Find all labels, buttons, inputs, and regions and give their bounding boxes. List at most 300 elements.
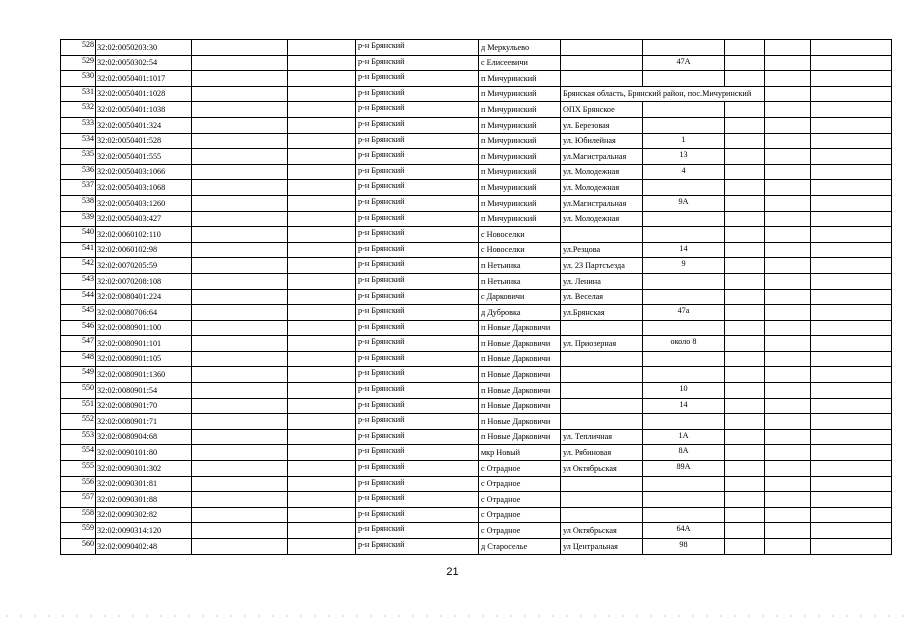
empty-cell — [192, 336, 288, 352]
empty-cell — [192, 523, 288, 539]
cadastral-number-cell: 32:02:0080901:54 — [96, 383, 192, 399]
empty-cell — [811, 273, 892, 289]
cadastral-number-cell: 32:02:0050403:1260 — [96, 195, 192, 211]
table-row — [61, 117, 892, 133]
cadastral-number-cell: 32:02:0080904:68 — [96, 429, 192, 445]
table-row — [61, 461, 892, 477]
table-row — [61, 149, 892, 165]
cadastral-number-cell: 32:02:0090101:80 — [96, 445, 192, 461]
empty-cell — [765, 195, 811, 211]
district-cell: р-н Брянский — [356, 336, 479, 352]
empty-cell — [725, 476, 765, 492]
empty-cell — [725, 398, 765, 414]
row-number-cell: 548 — [61, 351, 96, 367]
empty-cell — [288, 86, 356, 102]
locality-cell: п Мичуринский — [479, 102, 561, 118]
empty-cell — [811, 351, 892, 367]
street-cell: ул.Брянская — [561, 305, 643, 321]
district-cell: р-н Брянский — [356, 476, 479, 492]
street-cell — [561, 383, 643, 399]
district-cell: р-н Брянский — [356, 523, 479, 539]
table-row — [61, 258, 892, 274]
house-number-cell: 47А — [643, 55, 725, 71]
cadastral-number-cell: 32:02:0090314:120 — [96, 523, 192, 539]
empty-cell — [288, 117, 356, 133]
house-number-cell: 4 — [643, 164, 725, 180]
cadastral-number-cell: 32:02:0080901:101 — [96, 336, 192, 352]
locality-cell: с Отрадное — [479, 492, 561, 508]
empty-cell — [765, 133, 811, 149]
house-number-cell — [643, 367, 725, 383]
district-cell: р-н Брянский — [356, 539, 479, 555]
district-cell: р-н Брянский — [356, 258, 479, 274]
empty-cell — [288, 367, 356, 383]
row-number-cell: 553 — [61, 429, 96, 445]
table-row — [61, 289, 892, 305]
cadastral-number-cell: 32:02:0080901:70 — [96, 398, 192, 414]
empty-cell — [192, 164, 288, 180]
empty-cell — [811, 414, 892, 430]
row-number-cell: 536 — [61, 164, 96, 180]
cadastral-number-cell: 32:02:0090302:82 — [96, 507, 192, 523]
empty-cell — [192, 351, 288, 367]
district-cell: р-н Брянский — [356, 40, 479, 56]
house-number-cell: 1 — [643, 133, 725, 149]
table-row — [61, 86, 892, 102]
empty-cell — [811, 227, 892, 243]
house-number-cell: 9 — [643, 258, 725, 274]
table-row — [61, 133, 892, 149]
house-number-cell: 64А — [643, 523, 725, 539]
registry-table-container — [60, 39, 892, 555]
row-number-cell: 554 — [61, 445, 96, 461]
street-cell: ул Октябрьская — [561, 461, 643, 477]
locality-cell: с Елисеевичи — [479, 55, 561, 71]
empty-cell — [765, 149, 811, 165]
locality-cell: д Меркульево — [479, 40, 561, 56]
row-number-cell: 540 — [61, 227, 96, 243]
empty-cell — [288, 351, 356, 367]
empty-cell — [288, 336, 356, 352]
empty-cell — [192, 55, 288, 71]
district-cell: р-н Брянский — [356, 492, 479, 508]
empty-cell — [725, 507, 765, 523]
row-number-cell: 530 — [61, 71, 96, 87]
table-row — [61, 320, 892, 336]
table-row — [61, 227, 892, 243]
empty-cell — [288, 383, 356, 399]
locality-cell: п Мичуринский — [479, 180, 561, 196]
street-cell: ул Октябрьская — [561, 523, 643, 539]
empty-cell — [288, 164, 356, 180]
street-cell: ОПХ Брянское — [561, 102, 643, 118]
empty-cell — [811, 102, 892, 118]
empty-cell — [725, 71, 765, 87]
street-cell: ул.Магистральная — [561, 149, 643, 165]
street-cell: ул. Ленина — [561, 273, 643, 289]
scan-noise — [0, 612, 905, 620]
table-body — [61, 40, 892, 555]
empty-cell — [765, 492, 811, 508]
district-cell: р-н Брянский — [356, 289, 479, 305]
house-number-cell: 98 — [643, 539, 725, 555]
cadastral-number-cell: 32:02:0090301:88 — [96, 492, 192, 508]
row-number-cell: 550 — [61, 383, 96, 399]
empty-cell — [811, 71, 892, 87]
empty-cell — [192, 507, 288, 523]
locality-cell: п Мичуринский — [479, 117, 561, 133]
empty-cell — [288, 445, 356, 461]
street-cell: ул. Молодежная — [561, 164, 643, 180]
house-number-cell — [643, 102, 725, 118]
table-row — [61, 273, 892, 289]
page-number: 21 — [446, 566, 459, 578]
row-number-cell: 558 — [61, 507, 96, 523]
empty-cell — [288, 492, 356, 508]
empty-cell — [765, 320, 811, 336]
empty-cell — [765, 102, 811, 118]
empty-cell — [765, 40, 811, 56]
cadastral-number-cell: 32:02:0080901:105 — [96, 351, 192, 367]
row-number-cell: 531 — [61, 86, 96, 102]
empty-cell — [725, 180, 765, 196]
empty-cell — [811, 195, 892, 211]
row-number-cell: 534 — [61, 133, 96, 149]
table-row — [61, 305, 892, 321]
empty-cell — [765, 461, 811, 477]
locality-cell: п Нетьинка — [479, 258, 561, 274]
cadastral-number-cell: 32:02:0050302:54 — [96, 55, 192, 71]
empty-cell — [192, 149, 288, 165]
table-row — [61, 523, 892, 539]
locality-cell: мкр Новый — [479, 445, 561, 461]
street-cell: ул. Рябиновая — [561, 445, 643, 461]
cadastral-number-cell: 32:02:0080901:100 — [96, 320, 192, 336]
empty-cell — [288, 305, 356, 321]
empty-cell — [725, 227, 765, 243]
table-row — [61, 445, 892, 461]
empty-cell — [192, 367, 288, 383]
cadastral-number-cell: 32:02:0080401:224 — [96, 289, 192, 305]
empty-cell — [192, 117, 288, 133]
street-cell: ул. Тепличная — [561, 429, 643, 445]
empty-cell — [192, 102, 288, 118]
empty-cell — [811, 211, 892, 227]
table-row — [61, 195, 892, 211]
empty-cell — [725, 336, 765, 352]
locality-cell: с Отрадное — [479, 523, 561, 539]
empty-cell — [192, 227, 288, 243]
empty-cell — [288, 289, 356, 305]
district-cell: р-н Брянский — [356, 320, 479, 336]
table-row — [61, 429, 892, 445]
street-cell — [561, 40, 643, 56]
locality-cell: п Новые Дарковичи — [479, 429, 561, 445]
row-number-cell: 555 — [61, 461, 96, 477]
empty-cell — [192, 461, 288, 477]
empty-cell — [765, 86, 811, 102]
table-row — [61, 476, 892, 492]
table-row — [61, 102, 892, 118]
empty-cell — [288, 227, 356, 243]
empty-cell — [725, 539, 765, 555]
empty-cell — [765, 71, 811, 87]
empty-cell — [811, 398, 892, 414]
table-row — [61, 40, 892, 56]
house-number-cell: 8А — [643, 445, 725, 461]
cadastral-number-cell: 32:02:0050401:1017 — [96, 71, 192, 87]
locality-cell: с Отрадное — [479, 461, 561, 477]
locality-cell: п Мичуринский — [479, 164, 561, 180]
locality-cell: с Новоселки — [479, 227, 561, 243]
row-number-cell: 557 — [61, 492, 96, 508]
district-cell: р-н Брянский — [356, 86, 479, 102]
empty-cell — [811, 117, 892, 133]
cadastral-number-cell: 32:02:0050401:555 — [96, 149, 192, 165]
empty-cell — [725, 273, 765, 289]
street-cell — [561, 367, 643, 383]
district-cell: р-н Брянский — [356, 367, 479, 383]
empty-cell — [811, 289, 892, 305]
cadastral-number-cell: 32:02:0050403:1066 — [96, 164, 192, 180]
empty-cell — [811, 305, 892, 321]
street-cell: ул. Юбилейная — [561, 133, 643, 149]
empty-cell — [765, 351, 811, 367]
house-number-cell: 89А — [643, 461, 725, 477]
row-number-cell: 532 — [61, 102, 96, 118]
table-row — [61, 336, 892, 352]
empty-cell — [811, 523, 892, 539]
empty-cell — [811, 429, 892, 445]
table-row — [61, 539, 892, 555]
locality-cell: п Новые Дарковичи — [479, 398, 561, 414]
house-number-cell: около 8 — [643, 336, 725, 352]
empty-cell — [765, 336, 811, 352]
district-cell: р-н Брянский — [356, 180, 479, 196]
row-number-cell: 543 — [61, 273, 96, 289]
locality-cell: п Мичуринский — [479, 149, 561, 165]
district-cell: р-н Брянский — [356, 429, 479, 445]
empty-cell — [725, 242, 765, 258]
empty-cell — [765, 180, 811, 196]
cadastral-number-cell: 32:02:0080901:71 — [96, 414, 192, 430]
locality-cell: п Новые Дарковичи — [479, 367, 561, 383]
house-number-cell — [643, 273, 725, 289]
street-cell: ул. Молодежная — [561, 211, 643, 227]
cadastral-number-cell: 32:02:0050401:324 — [96, 117, 192, 133]
empty-cell — [192, 180, 288, 196]
empty-cell — [192, 86, 288, 102]
house-number-cell: 1А — [643, 429, 725, 445]
street-cell — [561, 55, 643, 71]
row-number-cell: 529 — [61, 55, 96, 71]
street-cell: ул. Веселая — [561, 289, 643, 305]
empty-cell — [288, 273, 356, 289]
empty-cell — [288, 398, 356, 414]
empty-cell — [192, 258, 288, 274]
empty-cell — [725, 429, 765, 445]
street-cell — [561, 227, 643, 243]
empty-cell — [765, 242, 811, 258]
house-number-cell — [643, 414, 725, 430]
empty-cell — [765, 305, 811, 321]
locality-cell: п Новые Дарковичи — [479, 336, 561, 352]
empty-cell — [192, 539, 288, 555]
house-number-cell: 13 — [643, 149, 725, 165]
house-number-cell — [643, 351, 725, 367]
locality-cell: п Нетьинка — [479, 273, 561, 289]
table-row — [61, 383, 892, 399]
empty-cell — [192, 195, 288, 211]
district-cell: р-н Брянский — [356, 273, 479, 289]
empty-cell — [288, 429, 356, 445]
empty-cell — [192, 429, 288, 445]
district-cell: р-н Брянский — [356, 117, 479, 133]
cadastral-number-cell: 32:02:0050203:30 — [96, 40, 192, 56]
empty-cell — [811, 180, 892, 196]
row-number-cell: 542 — [61, 258, 96, 274]
district-cell: р-н Брянский — [356, 242, 479, 258]
cadastral-number-cell: 32:02:0090301:81 — [96, 476, 192, 492]
empty-cell — [725, 133, 765, 149]
cadastral-number-cell: 32:02:0090402:48 — [96, 539, 192, 555]
cadastral-number-cell: 32:02:0070208:108 — [96, 273, 192, 289]
empty-cell — [725, 523, 765, 539]
locality-cell: с Дарковичи — [479, 289, 561, 305]
empty-cell — [192, 492, 288, 508]
locality-cell: п Новые Дарковичи — [479, 383, 561, 399]
house-number-cell: 9А — [643, 195, 725, 211]
cadastral-number-cell: 32:02:0070205:59 — [96, 258, 192, 274]
street-cell — [561, 414, 643, 430]
empty-cell — [765, 398, 811, 414]
empty-cell — [811, 55, 892, 71]
row-number-cell: 552 — [61, 414, 96, 430]
row-number-cell: 539 — [61, 211, 96, 227]
street-cell: ул Центральная — [561, 539, 643, 555]
locality-cell: п Мичуринский — [479, 211, 561, 227]
table-row — [61, 398, 892, 414]
address-cell: Брянская область, Брянский район, пос.Мичуринский — [561, 86, 765, 102]
row-number-cell: 535 — [61, 149, 96, 165]
table-row — [61, 71, 892, 87]
locality-cell: п Новые Дарковичи — [479, 351, 561, 367]
empty-cell — [765, 507, 811, 523]
district-cell: р-н Брянский — [356, 414, 479, 430]
empty-cell — [811, 164, 892, 180]
district-cell: р-н Брянский — [356, 227, 479, 243]
empty-cell — [192, 289, 288, 305]
house-number-cell — [643, 117, 725, 133]
empty-cell — [192, 71, 288, 87]
cadastral-number-cell: 32:02:0060102:110 — [96, 227, 192, 243]
land-plots-table — [60, 39, 892, 555]
empty-cell — [288, 320, 356, 336]
row-number-cell: 538 — [61, 195, 96, 211]
empty-cell — [765, 55, 811, 71]
empty-cell — [725, 461, 765, 477]
cadastral-number-cell: 32:02:0080706:64 — [96, 305, 192, 321]
empty-cell — [288, 40, 356, 56]
row-number-cell: 549 — [61, 367, 96, 383]
table-row — [61, 492, 892, 508]
street-cell: ул. Приозерная — [561, 336, 643, 352]
row-number-cell: 533 — [61, 117, 96, 133]
cadastral-number-cell: 32:02:0060102:98 — [96, 242, 192, 258]
empty-cell — [765, 289, 811, 305]
empty-cell — [288, 414, 356, 430]
empty-cell — [811, 320, 892, 336]
table-row — [61, 55, 892, 71]
empty-cell — [811, 86, 892, 102]
street-cell: ул. Молодежная — [561, 180, 643, 196]
row-number-cell: 537 — [61, 180, 96, 196]
empty-cell — [192, 320, 288, 336]
locality-cell: п Мичуринский — [479, 195, 561, 211]
district-cell: р-н Брянский — [356, 102, 479, 118]
row-number-cell: 528 — [61, 40, 96, 56]
district-cell: р-н Брянский — [356, 507, 479, 523]
street-cell: ул.Магистральная — [561, 195, 643, 211]
empty-cell — [765, 211, 811, 227]
empty-cell — [811, 40, 892, 56]
empty-cell — [725, 445, 765, 461]
locality-cell: д Дубровка — [479, 305, 561, 321]
cadastral-number-cell: 32:02:0050401:528 — [96, 133, 192, 149]
empty-cell — [288, 539, 356, 555]
district-cell: р-н Брянский — [356, 164, 479, 180]
empty-cell — [765, 273, 811, 289]
empty-cell — [192, 476, 288, 492]
empty-cell — [765, 429, 811, 445]
district-cell: р-н Брянский — [356, 71, 479, 87]
empty-cell — [811, 476, 892, 492]
table-row — [61, 242, 892, 258]
empty-cell — [811, 539, 892, 555]
house-number-cell: 14 — [643, 398, 725, 414]
district-cell: р-н Брянский — [356, 149, 479, 165]
row-number-cell: 560 — [61, 539, 96, 555]
house-number-cell: 10 — [643, 383, 725, 399]
cadastral-number-cell: 32:02:0050401:1038 — [96, 102, 192, 118]
empty-cell — [725, 164, 765, 180]
empty-cell — [725, 305, 765, 321]
empty-cell — [288, 195, 356, 211]
house-number-cell — [643, 211, 725, 227]
empty-cell — [765, 164, 811, 180]
street-cell — [561, 71, 643, 87]
empty-cell — [765, 367, 811, 383]
row-number-cell: 559 — [61, 523, 96, 539]
empty-cell — [725, 383, 765, 399]
empty-cell — [765, 445, 811, 461]
empty-cell — [288, 476, 356, 492]
house-number-cell: 47а — [643, 305, 725, 321]
empty-cell — [765, 523, 811, 539]
street-cell — [561, 507, 643, 523]
house-number-cell — [643, 320, 725, 336]
street-cell: ул. 23 Партсъезда — [561, 258, 643, 274]
empty-cell — [288, 507, 356, 523]
empty-cell — [725, 102, 765, 118]
empty-cell — [725, 258, 765, 274]
empty-cell — [192, 414, 288, 430]
district-cell: р-н Брянский — [356, 195, 479, 211]
empty-cell — [765, 258, 811, 274]
table-row — [61, 351, 892, 367]
empty-cell — [725, 414, 765, 430]
empty-cell — [192, 211, 288, 227]
